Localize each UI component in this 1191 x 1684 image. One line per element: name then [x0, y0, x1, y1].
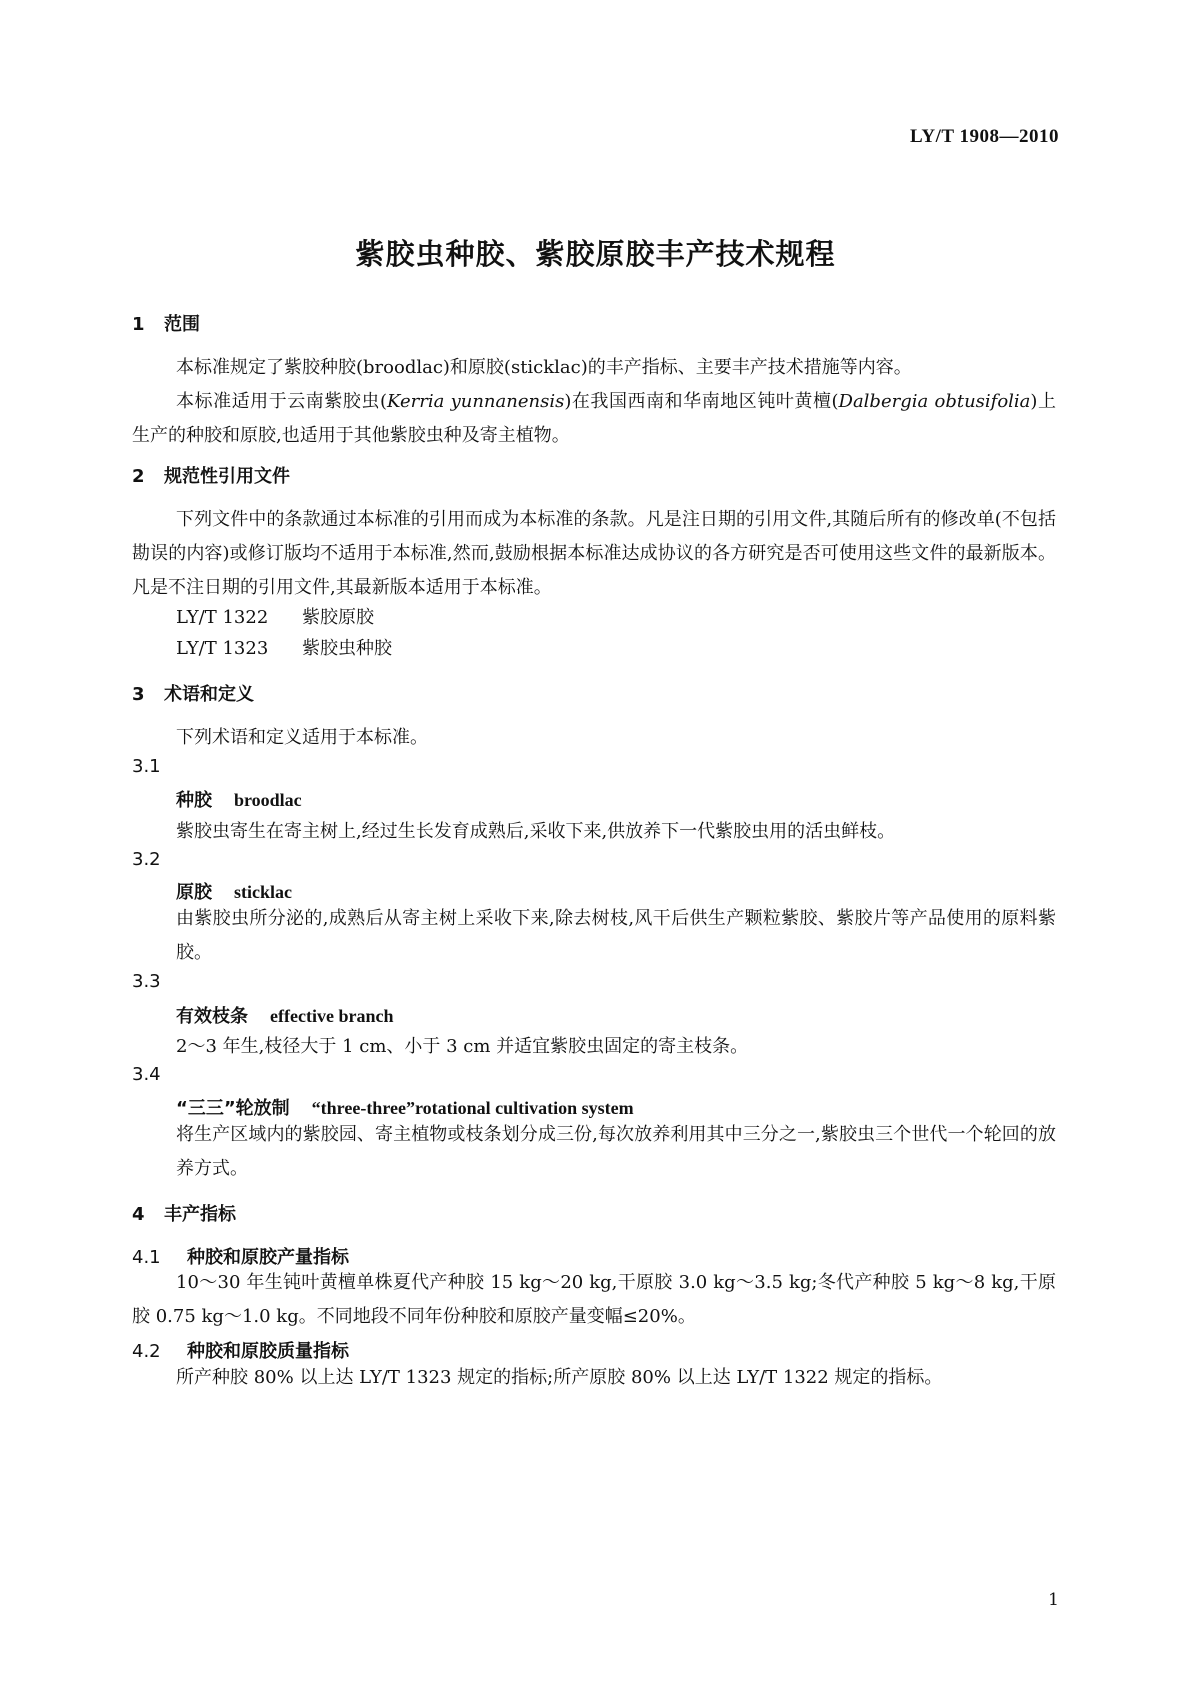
section-title: 规范性引用文件 [164, 466, 290, 487]
term-heading [176, 878, 292, 904]
term-chinese: 有效枝条 [176, 1006, 248, 1027]
section-title: 术语和定义 [164, 684, 254, 705]
section-number: 2 [132, 466, 145, 487]
term-number: 3.1 [132, 756, 161, 777]
term-definition: 将生产区域内的紫胶园、寄主植物或枝条划分成三份,每次放养利用其中三分之一,紫胶虫三个世代一个轮回的放养方式。 [176, 1124, 1056, 1179]
subsection-number: 4.1 [132, 1247, 161, 1268]
document-title: 紫胶虫种胶、紫胶原胶丰产技术规程 [355, 237, 836, 271]
term-definition: 由紫胶虫所分泌的,成熟后从寄主树上采收下来,除去树枝,风干后供生产颗粒紫胶、紫胶片等产品使用的原料紫胶。 [176, 908, 1056, 963]
page-number: 1 [1048, 1590, 1059, 1610]
section-number: 4 [132, 1204, 145, 1225]
yield-indicator-text: 10～30 年生钝叶黄檀单株夏代产种胶 15 kg～20 kg,干原胶 3.0 kg～3.5 kg;冬代产种胶 5 kg～8 kg,干原胶 0.75 kg～1.0 kg。不同地段不同年份种胶和原胶产量变幅≤20%。 [132, 1272, 1056, 1327]
section-heading-scope [132, 310, 200, 336]
reference-code: LY/T 1323 [176, 638, 269, 659]
reference-item [176, 603, 374, 629]
section-title: 范围 [164, 314, 200, 335]
subsection-number: 4.2 [132, 1341, 161, 1362]
standard-code: LY/T 1908—2010 [909, 126, 1059, 147]
term-english: sticklac [234, 882, 292, 902]
term-definition: 2～3 年生,枝径大于 1 cm、小于 3 cm 并适宜紫胶虫固定的寄主枝条。 [176, 1036, 749, 1057]
quality-indicator-text: 所产种胶 80% 以上达 LY/T 1323 规定的指标;所产原胶 80% 以上达 LY/T 1322 规定的指标。 [176, 1367, 943, 1388]
subsection-heading [132, 1337, 349, 1363]
term-heading [176, 1002, 393, 1028]
section-number: 3 [132, 684, 145, 705]
scope-paragraph-1: 本标准规定了紫胶种胶(broodlac)和原胶(sticklac)的丰产指标、主要丰产技术措施等内容。 [176, 357, 912, 378]
section-heading-yield-indicators [132, 1200, 236, 1226]
term-english: “three-three”rotational cultivation system [311, 1098, 634, 1118]
term-number: 3.4 [132, 1064, 161, 1085]
host-plant-name: Dalbergia obtusifolia [838, 391, 1031, 412]
section-title: 丰产指标 [164, 1204, 236, 1225]
term-chinese: 原胶 [176, 882, 212, 903]
term-heading [176, 1094, 634, 1120]
reference-title: 紫胶虫种胶 [302, 638, 392, 659]
section-number: 1 [132, 314, 145, 335]
subsection-title: 种胶和原胶质量指标 [187, 1341, 349, 1362]
term-heading [176, 786, 302, 812]
reference-title: 紫胶原胶 [302, 607, 374, 628]
term-english: broodlac [234, 790, 302, 810]
scope-paragraph-2: 本标准适用于云南紫胶虫(Kerria yunnanensis)在我国西南和华南地区钝叶黄檀(Dalbergia obtusifolia)上生产的种胶和原胶,也适用于其他紫胶虫种及寄主植物。 [132, 391, 1056, 446]
references-paragraph: 下列文件中的条款通过本标准的引用而成为本标准的条款。凡是注日期的引用文件,其随后所有的修改单(不包括勘误的内容)或修订版均不适用于本标准,然而,鼓励根据本标准达成协议的各方研究是否可使用这些文件的最新版本。凡是不注日期的引用文件,其最新版本适用于本标准。 [132, 509, 1056, 598]
term-chinese: “三三”轮放制 [176, 1098, 290, 1119]
term-definition: 紫胶虫寄生在寄主树上,经过生长发育成熟后,采收下来,供放养下一代紫胶虫用的活虫鲜枝。 [176, 821, 896, 842]
term-number: 3.3 [132, 971, 161, 992]
section-heading-normative-references [132, 462, 290, 488]
term-chinese: 种胶 [176, 790, 212, 811]
terms-intro: 下列术语和定义适用于本标准。 [176, 727, 428, 748]
species-name: Kerria yunnanensis [387, 391, 565, 412]
reference-code: LY/T 1322 [176, 607, 269, 628]
term-english: effective branch [270, 1006, 394, 1026]
term-number: 3.2 [132, 849, 161, 870]
reference-item [176, 634, 392, 660]
section-heading-terms [132, 680, 254, 706]
subsection-title: 种胶和原胶产量指标 [187, 1247, 349, 1268]
